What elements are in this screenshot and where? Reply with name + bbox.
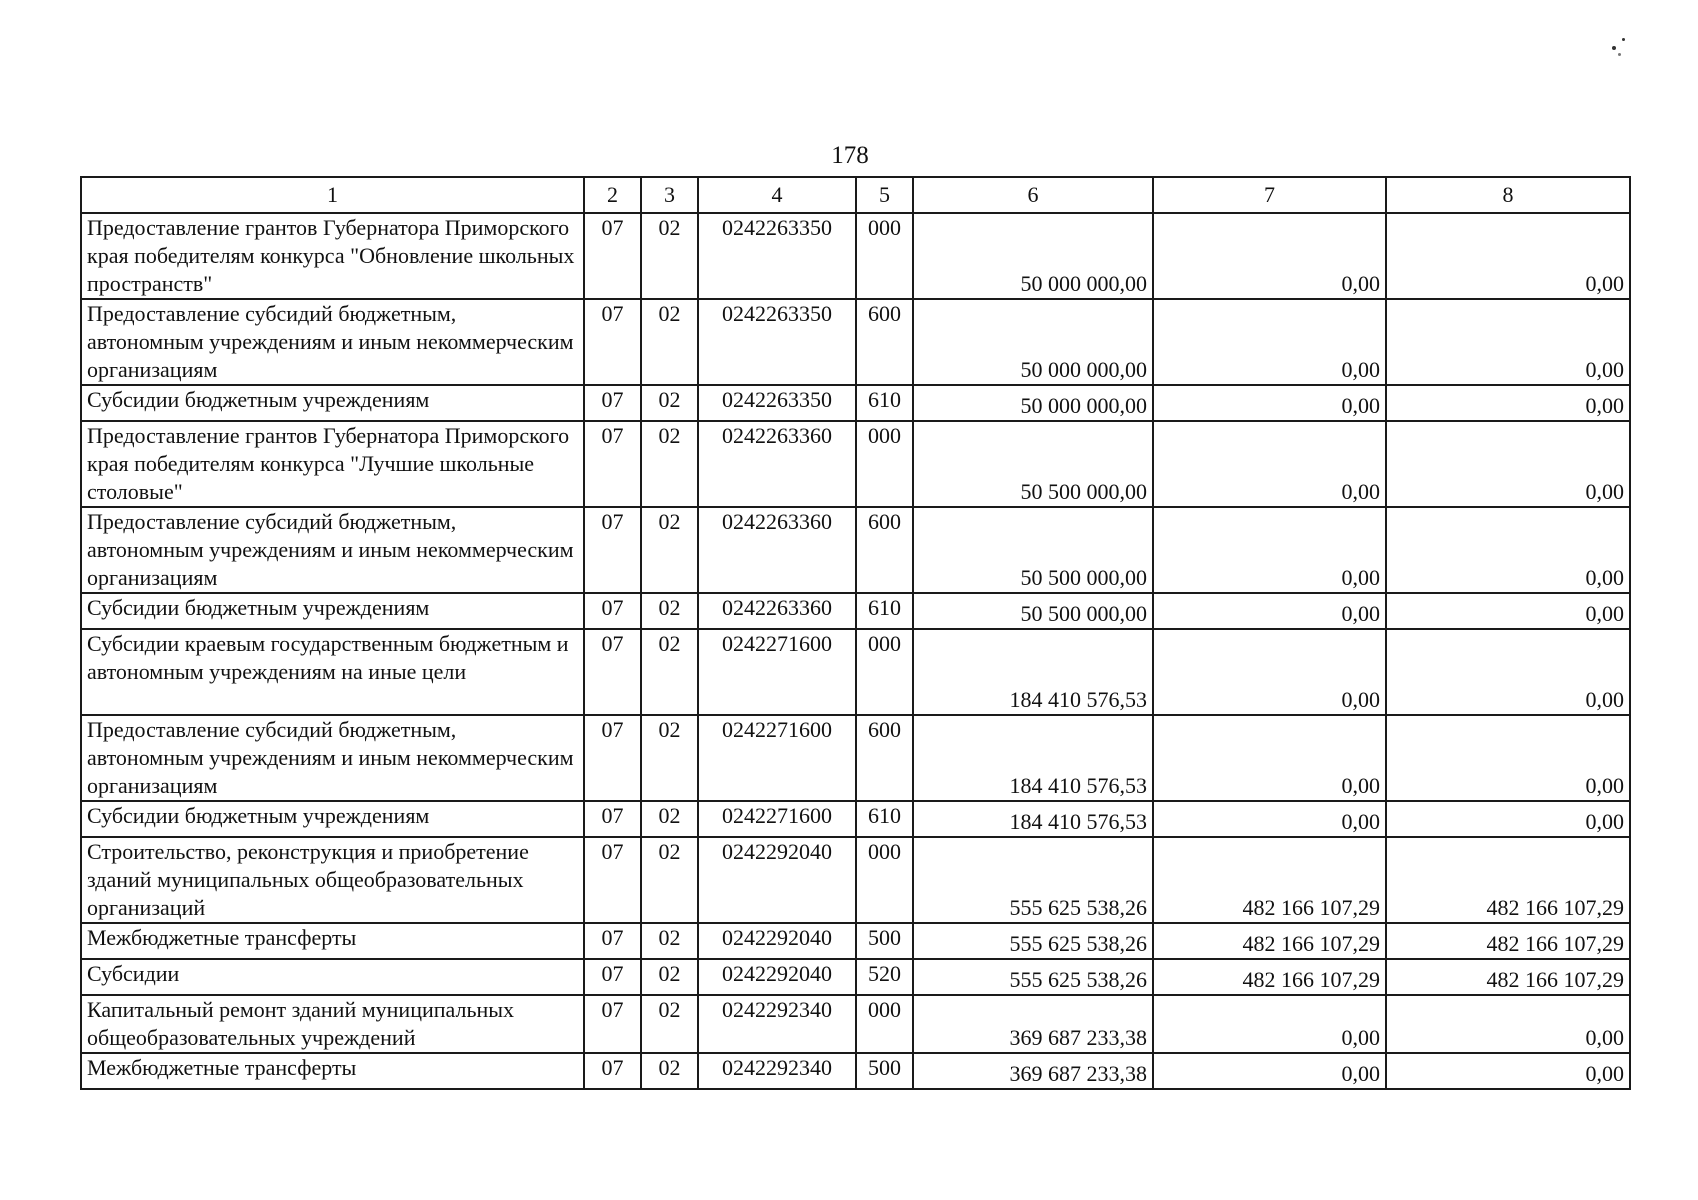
amount-col6-cell: 50 000 000,00 <box>913 299 1153 385</box>
subsection-code-cell: 02 <box>641 1053 698 1089</box>
expense-name-cell: Субсидии <box>81 959 584 995</box>
amount-col6-cell: 555 625 538,26 <box>913 959 1153 995</box>
amount-col7-cell: 0,00 <box>1153 299 1386 385</box>
amount-col7-cell: 0,00 <box>1153 995 1386 1053</box>
section-code-cell: 07 <box>584 593 641 629</box>
subsection-code-cell: 02 <box>641 923 698 959</box>
target-item-cell: 0242263360 <box>698 593 856 629</box>
amount-col6-cell: 184 410 576,53 <box>913 715 1153 801</box>
column-header: 6 <box>913 177 1153 213</box>
amount-col8-cell: 0,00 <box>1386 995 1630 1053</box>
expense-name-cell: Субсидии бюджетным учреждениям <box>81 593 584 629</box>
subsection-code-cell: 02 <box>641 421 698 507</box>
subsection-code-cell: 02 <box>641 715 698 801</box>
expense-type-cell: 000 <box>856 213 913 299</box>
expense-name-cell: Капитальный ремонт зданий муниципальных общеобразовательных учреждений <box>81 995 584 1053</box>
subsection-code-cell: 02 <box>641 213 698 299</box>
section-code-cell: 07 <box>584 923 641 959</box>
table-row <box>81 213 1630 299</box>
column-header: 2 <box>584 177 641 213</box>
expense-name-cell: Предоставление субсидий бюджетным, автономным учреждениям и иным некоммерческим организациям <box>81 299 584 385</box>
amount-col6-cell: 50 500 000,00 <box>913 507 1153 593</box>
target-item-cell: 0242263360 <box>698 507 856 593</box>
section-code-cell: 07 <box>584 959 641 995</box>
target-item-cell: 0242292340 <box>698 1053 856 1089</box>
amount-col8-cell: 0,00 <box>1386 1053 1630 1089</box>
section-code-cell: 07 <box>584 299 641 385</box>
expense-type-cell: 500 <box>856 1053 913 1089</box>
target-item-cell: 0242292040 <box>698 923 856 959</box>
expense-type-cell: 610 <box>856 801 913 837</box>
expense-type-cell: 500 <box>856 923 913 959</box>
amount-col8-cell: 0,00 <box>1386 299 1630 385</box>
expense-type-cell: 000 <box>856 995 913 1053</box>
amount-col6-cell: 50 500 000,00 <box>913 593 1153 629</box>
table-row <box>81 507 1630 593</box>
table-row <box>81 995 1630 1053</box>
amount-col8-cell: 482 166 107,29 <box>1386 959 1630 995</box>
expense-type-cell: 000 <box>856 837 913 923</box>
target-item-cell: 0242263350 <box>698 385 856 421</box>
subsection-code-cell: 02 <box>641 995 698 1053</box>
subsection-code-cell: 02 <box>641 801 698 837</box>
column-header: 4 <box>698 177 856 213</box>
amount-col7-cell: 0,00 <box>1153 629 1386 715</box>
amount-col8-cell: 0,00 <box>1386 507 1630 593</box>
table-row <box>81 715 1630 801</box>
expense-name-cell: Межбюджетные трансферты <box>81 1053 584 1089</box>
target-item-cell: 0242263350 <box>698 213 856 299</box>
target-item-cell: 0242292040 <box>698 959 856 995</box>
section-code-cell: 07 <box>584 421 641 507</box>
section-code-cell: 07 <box>584 507 641 593</box>
amount-col8-cell: 0,00 <box>1386 801 1630 837</box>
section-code-cell: 07 <box>584 629 641 715</box>
table-row <box>81 923 1630 959</box>
amount-col6-cell: 50 000 000,00 <box>913 385 1153 421</box>
amount-col7-cell: 0,00 <box>1153 801 1386 837</box>
column-header: 3 <box>641 177 698 213</box>
column-header: 8 <box>1386 177 1630 213</box>
target-item-cell: 0242263360 <box>698 421 856 507</box>
expense-type-cell: 600 <box>856 507 913 593</box>
table-header-row <box>81 177 1630 213</box>
amount-col7-cell: 0,00 <box>1153 507 1386 593</box>
expense-type-cell: 000 <box>856 629 913 715</box>
target-item-cell: 0242271600 <box>698 801 856 837</box>
amount-col6-cell: 555 625 538,26 <box>913 837 1153 923</box>
amount-col6-cell: 184 410 576,53 <box>913 629 1153 715</box>
section-code-cell: 07 <box>584 837 641 923</box>
amount-col8-cell: 0,00 <box>1386 629 1630 715</box>
expense-type-cell: 600 <box>856 715 913 801</box>
amount-col8-cell: 0,00 <box>1386 385 1630 421</box>
expense-name-cell: Субсидии краевым государственным бюджетным и автономным учреждениям на иные цели <box>81 629 584 715</box>
amount-col7-cell: 482 166 107,29 <box>1153 837 1386 923</box>
amount-col6-cell: 50 500 000,00 <box>913 421 1153 507</box>
amount-col7-cell: 0,00 <box>1153 385 1386 421</box>
amount-col7-cell: 0,00 <box>1153 213 1386 299</box>
table-row <box>81 801 1630 837</box>
expense-type-cell: 610 <box>856 385 913 421</box>
target-item-cell: 0242271600 <box>698 715 856 801</box>
table-row <box>81 959 1630 995</box>
budget-table <box>80 176 1631 1090</box>
amount-col6-cell: 369 687 233,38 <box>913 995 1153 1053</box>
target-item-cell: 0242292340 <box>698 995 856 1053</box>
amount-col6-cell: 184 410 576,53 <box>913 801 1153 837</box>
expense-name-cell: Субсидии бюджетным учреждениям <box>81 801 584 837</box>
section-code-cell: 07 <box>584 385 641 421</box>
amount-col8-cell: 0,00 <box>1386 593 1630 629</box>
expense-name-cell: Предоставление грантов Губернатора Приморского края победителям конкурса "Обновление школьных пространств" <box>81 213 584 299</box>
target-item-cell: 0242263350 <box>698 299 856 385</box>
section-code-cell: 07 <box>584 801 641 837</box>
amount-col8-cell: 482 166 107,29 <box>1386 837 1630 923</box>
expense-name-cell: Межбюджетные трансферты <box>81 923 584 959</box>
amount-col7-cell: 0,00 <box>1153 1053 1386 1089</box>
subsection-code-cell: 02 <box>641 959 698 995</box>
amount-col8-cell: 0,00 <box>1386 421 1630 507</box>
subsection-code-cell: 02 <box>641 593 698 629</box>
table-row <box>81 629 1630 715</box>
expense-type-cell: 600 <box>856 299 913 385</box>
amount-col8-cell: 0,00 <box>1386 213 1630 299</box>
table-row <box>81 299 1630 385</box>
section-code-cell: 07 <box>584 995 641 1053</box>
table-row <box>81 1053 1630 1089</box>
subsection-code-cell: 02 <box>641 837 698 923</box>
expense-name-cell: Предоставление грантов Губернатора Приморского края победителям конкурса "Лучшие школьные столовые" <box>81 421 584 507</box>
subsection-code-cell: 02 <box>641 507 698 593</box>
expense-type-cell: 000 <box>856 421 913 507</box>
expense-name-cell: Субсидии бюджетным учреждениям <box>81 385 584 421</box>
amount-col6-cell: 555 625 538,26 <box>913 923 1153 959</box>
expense-name-cell: Предоставление субсидий бюджетным, автономным учреждениям и иным некоммерческим организациям <box>81 507 584 593</box>
column-header: 7 <box>1153 177 1386 213</box>
target-item-cell: 0242292040 <box>698 837 856 923</box>
expense-type-cell: 610 <box>856 593 913 629</box>
expense-name-cell: Строительство, реконструкция и приобретение зданий муниципальных общеобразовательных организаций <box>81 837 584 923</box>
scan-speck <box>1618 53 1621 56</box>
section-code-cell: 07 <box>584 1053 641 1089</box>
subsection-code-cell: 02 <box>641 299 698 385</box>
column-header: 5 <box>856 177 913 213</box>
amount-col7-cell: 482 166 107,29 <box>1153 923 1386 959</box>
section-code-cell: 07 <box>584 715 641 801</box>
amount-col7-cell: 0,00 <box>1153 421 1386 507</box>
subsection-code-cell: 02 <box>641 385 698 421</box>
amount-col7-cell: 0,00 <box>1153 715 1386 801</box>
amount-col6-cell: 369 687 233,38 <box>913 1053 1153 1089</box>
scan-speck <box>1612 46 1616 50</box>
expense-name-cell: Предоставление субсидий бюджетным, автономным учреждениям и иным некоммерческим организациям <box>81 715 584 801</box>
table-row <box>81 385 1630 421</box>
table-row <box>81 593 1630 629</box>
table-row <box>81 421 1630 507</box>
section-code-cell: 07 <box>584 213 641 299</box>
expense-type-cell: 520 <box>856 959 913 995</box>
column-header: 1 <box>81 177 584 213</box>
amount-col7-cell: 482 166 107,29 <box>1153 959 1386 995</box>
scan-speck <box>1622 38 1625 41</box>
page-number: 178 <box>831 142 869 169</box>
subsection-code-cell: 02 <box>641 629 698 715</box>
table-row <box>81 837 1630 923</box>
target-item-cell: 0242271600 <box>698 629 856 715</box>
amount-col8-cell: 0,00 <box>1386 715 1630 801</box>
amount-col8-cell: 482 166 107,29 <box>1386 923 1630 959</box>
amount-col6-cell: 50 000 000,00 <box>913 213 1153 299</box>
amount-col7-cell: 0,00 <box>1153 593 1386 629</box>
